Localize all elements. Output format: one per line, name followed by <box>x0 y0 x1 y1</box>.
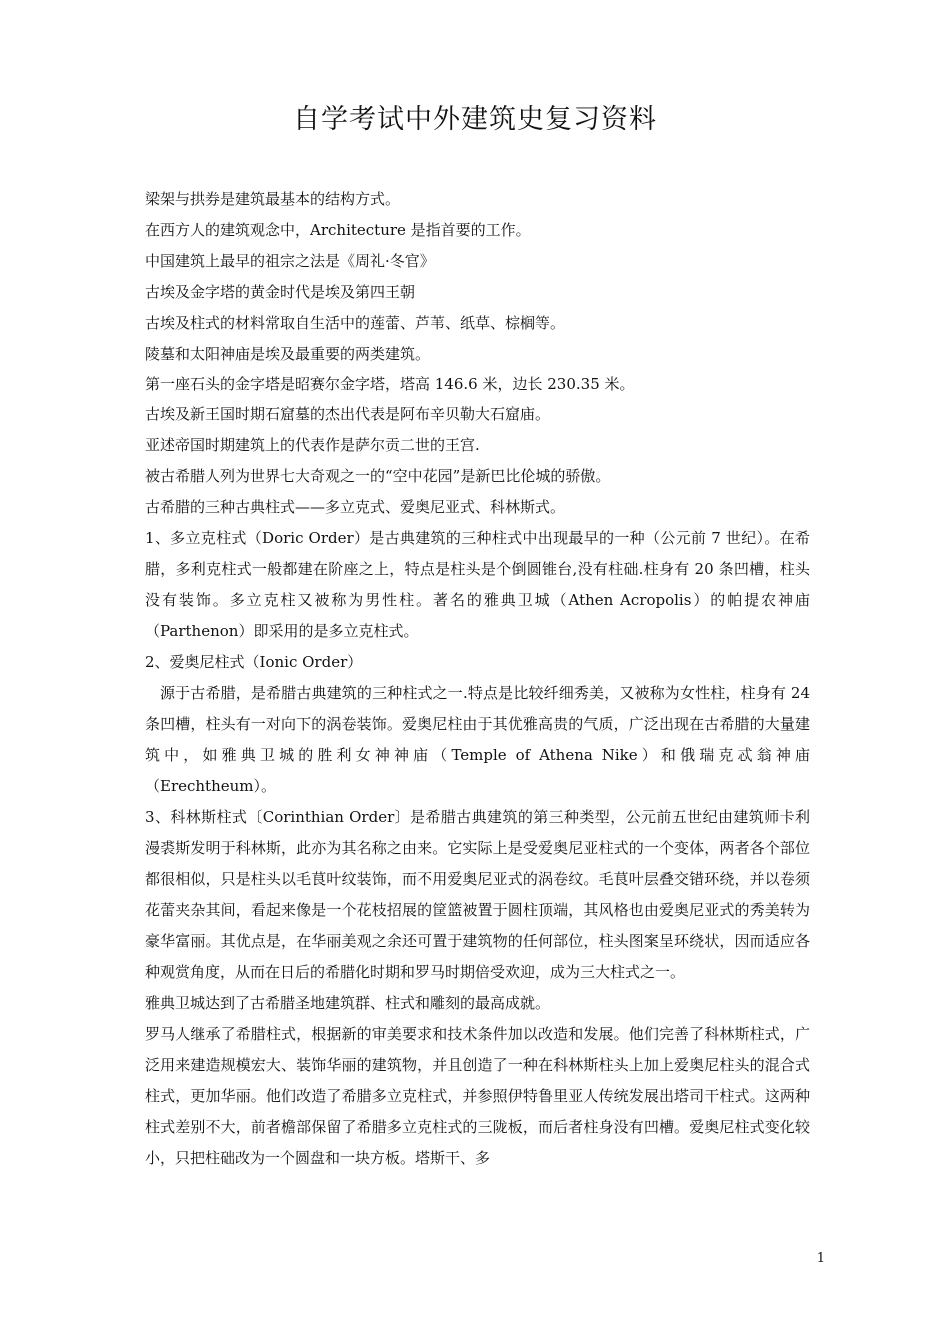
intro-lines-dense <box>145 339 810 399</box>
roman-orders-paragraph: 罗马人继承了希腊柱式，根据新的审美要求和技术条件加以改造和发展。他们完善了科林斯柱式，广泛用来建造规模宏大、装饰华丽的建筑物，并且创造了一种在科林斯柱头上加上爱奥尼柱头的混合式柱式，更加华丽。他们改造了希腊多立克柱式，并参照伊特鲁里亚人传统发展出塔司干柱式。这两种柱式差别不大，前者檐部保留了希腊多立克柱式的三陇板，而后者柱身没有凹槽。爱奥尼柱式变化较小，只把柱础改为一个圆盘和一块方板。塔斯干、多 <box>145 1025 810 1167</box>
corinthian-order-paragraph: 3、科林斯柱式〔Corinthian Order〕是希腊古典建筑的第三种类型，公元前五世纪由建筑师卡利漫裘斯发明于科林斯，此亦为其名称之由来。它实际上是受爱奥尼亚柱式的一个变体，两者各个部位都很相似，只是柱头以毛茛叶纹装饰，而不用爱奥尼亚式的涡卷纹。毛茛叶层叠交错环绕，并以卷须花蕾夹杂其间，看起来像是一个花枝招展的筐篮被置于圆柱顶端，其风格也由爱奥尼亚式的秀美转为豪华富丽。其优点是，在华丽美观之余还可置于建筑物的任何部位，柱头图案呈环绕状，因而适应各种观赏角度，从而在日后的希腊化时期和罗马时期倍受欢迎，成为三大柱式之一。 <box>145 808 810 981</box>
document-title: 自学考试中外建筑史复习资料 <box>293 104 657 135</box>
text-line: 古希腊的三种古典柱式——多立克式、爱奥尼亚式、科林斯式。 <box>145 498 566 516</box>
text-line: 陵墓和太阳神庙是埃及最重要的两类建筑。 <box>145 345 431 363</box>
ionic-order-paragraph: 源于古希腊，是希腊古典建筑的三种柱式之一.特点是比较纤细秀美，又被称为女性柱，柱身有 24 条凹槽，柱头有一对向下的涡卷装饰。爱奥尼柱由于其优雅高贵的气质，广泛出现在古希腊的大量建筑中，如雅典卫城的胜利女神神庙（Temple of Athena Nike）和俄瑞克忒翁神庙（Erechtheum）。 <box>145 684 810 795</box>
intro-lines <box>145 184 810 339</box>
text-line: 梁架与拱券是建筑最基本的结构方式。 <box>145 190 401 208</box>
document-body <box>145 184 810 1174</box>
text-line: 第一座石头的金字塔是昭赛尔金字塔，塔高 146.6 米，边长 230.35 米。 <box>145 375 635 393</box>
text-line: 亚述帝国时期建筑上的代表作是萨尔贡二世的王宫. <box>145 436 480 454</box>
ionic-order-heading: 2、爱奥尼柱式（Ionic Order） <box>145 653 363 671</box>
intro-lines-continued <box>145 399 810 523</box>
doric-order-paragraph: 1、多立克柱式（Doric Order）是古典建筑的三种柱式中出现最早的一种（公元前 7 世纪）。在希腊，多利克柱式一般都建在阶座之上，特点是柱头是个倒圆锥台,没有柱础.柱身有 20 条凹槽，柱头没有装饰。多立克柱又被称为男性柱。著名的雅典卫城（Athen Acropolis）的帕提农神庙（Parthenon）即采用的是多立克柱式。 <box>145 529 810 640</box>
text-line: 中国建筑上最早的祖宗之法是《周礼·冬官》 <box>145 252 435 270</box>
text-line: 被古希腊人列为世界七大奇观之一的“空中花园”是新巴比伦城的骄傲。 <box>145 467 611 485</box>
text-line: 在西方人的建筑观念中，Architecture 是指首要的工作。 <box>145 221 531 239</box>
page-number: 1 <box>816 1251 825 1266</box>
text-line: 古埃及柱式的材料常取自生活中的莲蕾、芦苇、纸草、棕榈等。 <box>145 314 566 332</box>
text-line: 古埃及新王国时期石窟墓的杰出代表是阿布辛贝勒大石窟庙。 <box>145 405 551 423</box>
acropolis-paragraph: 雅典卫城达到了古希腊圣地建筑群、柱式和雕刻的最高成就。 <box>145 994 551 1012</box>
text-line: 古埃及金字塔的黄金时代是埃及第四王朝 <box>145 283 416 301</box>
